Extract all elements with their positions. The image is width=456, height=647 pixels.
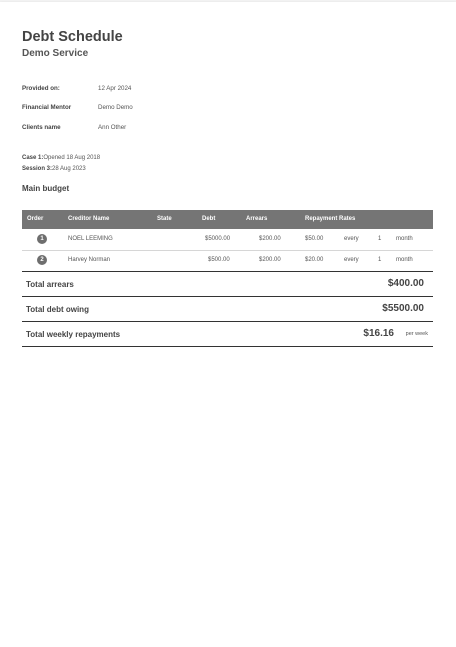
total-weekly-label: Total weekly repayments: [26, 330, 121, 339]
section-title: Main budget: [22, 184, 70, 193]
header-creditor: Creditor Name: [68, 216, 110, 222]
provided-on-value: 12 Apr 2024: [98, 85, 132, 92]
repayment-unit: month: [396, 257, 413, 263]
total-arrears-value: $400.00: [387, 278, 424, 289]
repayment-count: 1: [378, 236, 382, 242]
repayment-unit: month: [396, 236, 413, 242]
session-text: 28 Aug 2023: [52, 166, 86, 172]
document-page: [0, 2, 456, 647]
creditor-name: NOEL LEEMING: [68, 236, 113, 242]
repayment-amount: $50.00: [305, 236, 324, 242]
financial-mentor-value: Demo Demo: [98, 104, 133, 111]
case-text: Opened 18 Aug 2018: [43, 155, 101, 161]
case-line: [22, 155, 100, 161]
total-debt-row: [22, 296, 433, 321]
total-arrears-label: Total arrears: [26, 280, 74, 289]
repayment-amount: $20.00: [305, 257, 324, 263]
table-header: [22, 210, 433, 229]
repayment-frequency: every: [344, 236, 359, 242]
arrears-cell: $200.00: [259, 257, 281, 263]
per-week-suffix: per week: [405, 331, 428, 337]
document-title: Debt Schedule: [22, 29, 123, 45]
header-order: Order: [27, 216, 44, 222]
order-badge: 2: [37, 255, 47, 265]
debt-cell: $500.00: [208, 257, 230, 263]
debt-cell: $5000.00: [205, 236, 231, 242]
table-row: [22, 251, 433, 271]
total-weekly-row: [22, 321, 433, 347]
order-badge: 1: [37, 234, 47, 244]
service-name: Demo Service: [22, 48, 89, 59]
clients-name-value: Ann Other: [98, 124, 127, 131]
total-debt-label: Total debt owing: [26, 305, 89, 314]
repayment-count: 1: [378, 257, 382, 263]
clients-name-label: Clients name: [22, 124, 61, 131]
header-debt: Debt: [202, 216, 216, 222]
case-label: Case 1:: [22, 155, 44, 161]
session-label: Session 3:: [22, 166, 53, 172]
creditor-name: Harvey Norman: [68, 257, 111, 263]
total-debt-value: $5500.00: [382, 303, 424, 314]
provided-on-label: Provided on:: [22, 85, 60, 92]
header-arrears: Arrears: [246, 216, 268, 222]
session-line: [22, 166, 86, 172]
total-arrears-row: [22, 271, 433, 296]
total-weekly-value: $16.16: [363, 328, 394, 339]
financial-mentor-label: Financial Mentor: [22, 104, 72, 111]
table-row: [22, 230, 433, 251]
arrears-cell: $200.00: [259, 236, 281, 242]
header-state: State: [157, 216, 172, 222]
header-repayment: Repayment Rates: [305, 216, 356, 222]
repayment-frequency: every: [344, 257, 359, 263]
